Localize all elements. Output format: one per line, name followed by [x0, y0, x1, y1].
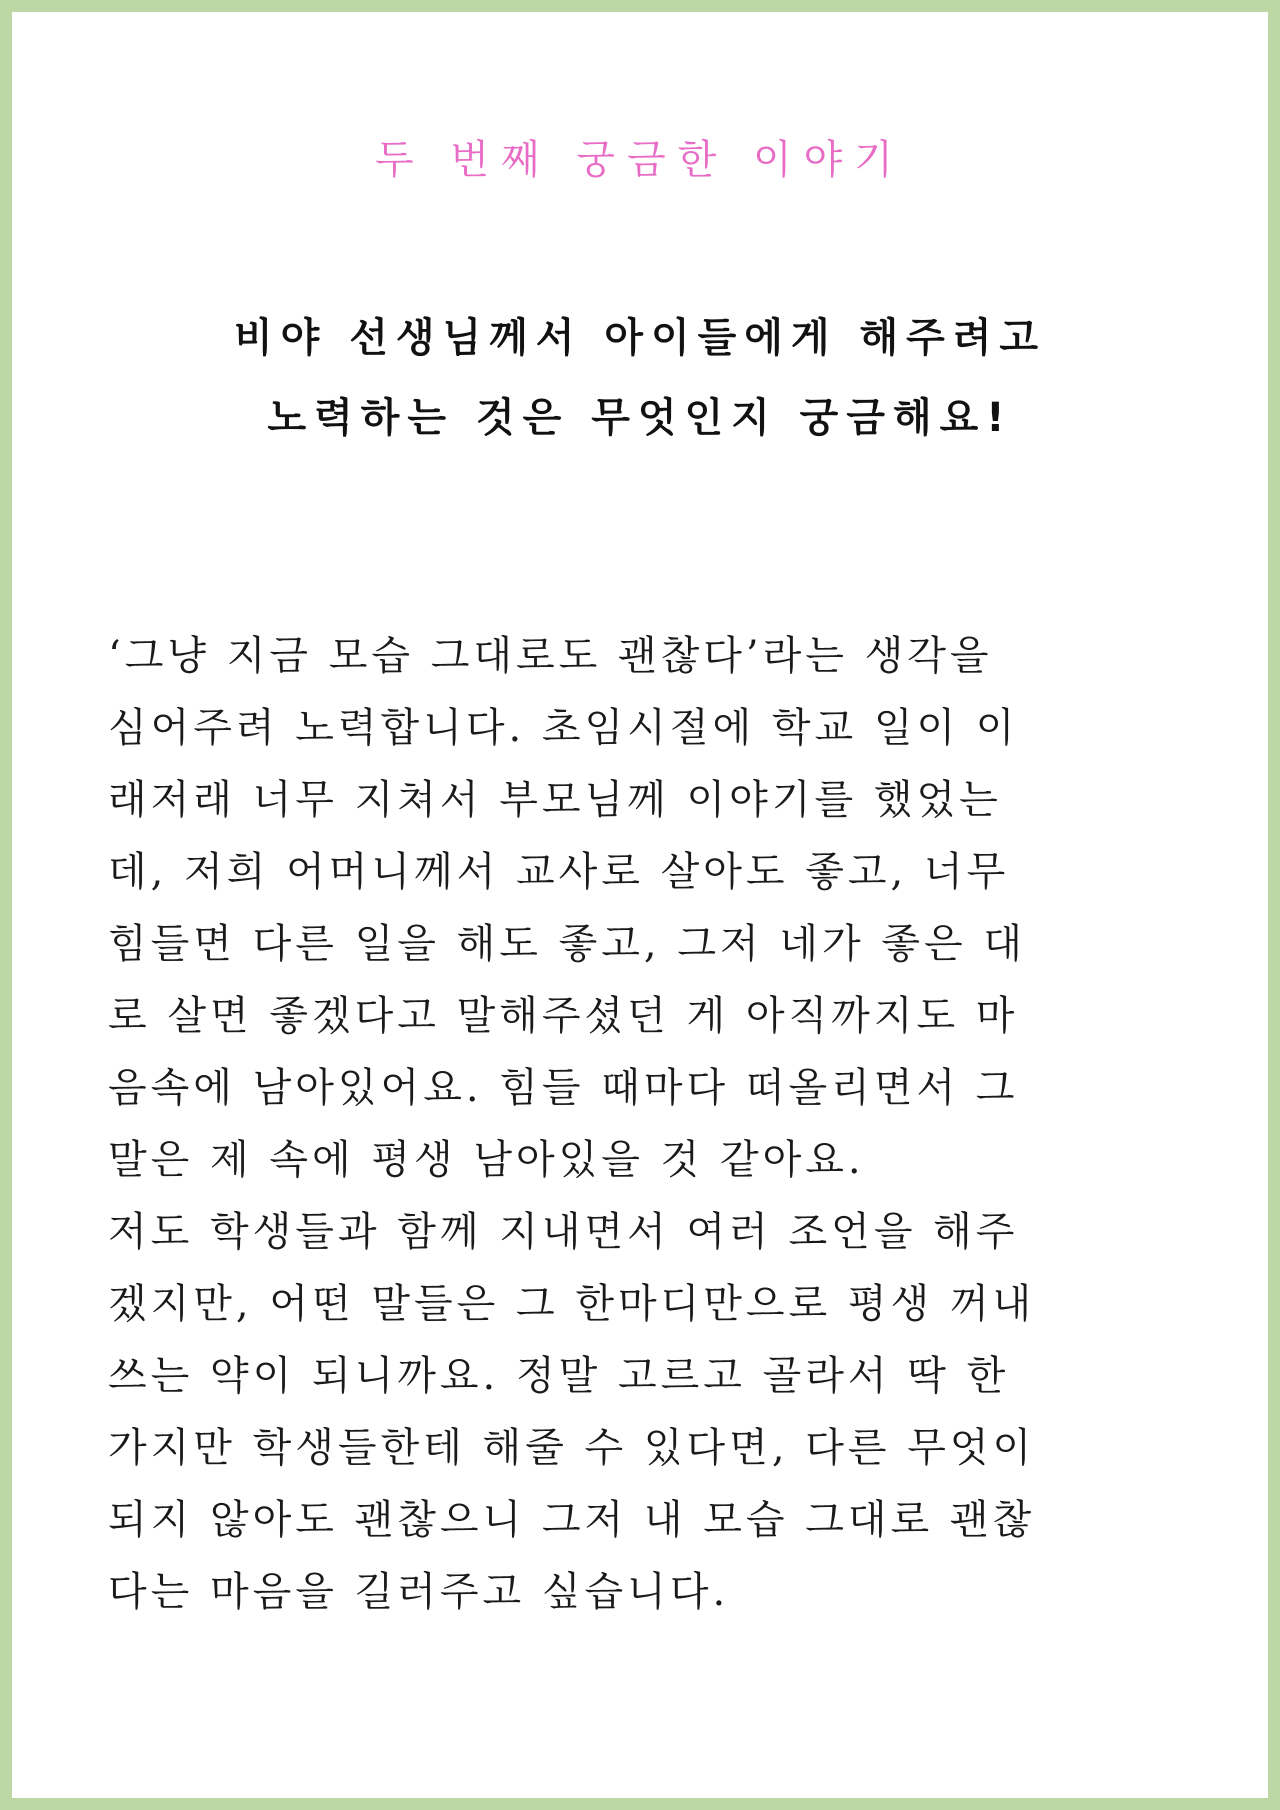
section-subtitle: 두 번째 궁금한 이야기 — [375, 137, 905, 183]
answer-line: 심어주려 노력합니다. 초임시절에 학교 일이 이 — [108, 705, 1019, 751]
question-line: 비야 선생님께서 아이들에게 해주려고 — [233, 315, 1047, 361]
answer-line: 데, 저희 어머니께서 교사로 살아도 좋고, 너무 — [108, 849, 1010, 895]
question-line: 노력하는 것은 무엇인지 궁금해요! — [267, 395, 1013, 441]
question-heading — [12, 298, 1268, 458]
answer-line: 래저래 너무 지쳐서 부모님께 이야기를 했었는 — [108, 777, 1002, 823]
answer-line: 쓰는 약이 되니까요. 정말 고르고 골라서 딱 한 — [108, 1353, 1010, 1399]
answer-line: 되지 않아도 괜찮으니 그저 내 모습 그대로 괜찮 — [108, 1497, 1036, 1543]
answer-line: 겠지만, 어떤 말들은 그 한마디만으로 평생 꺼내 — [108, 1281, 1036, 1327]
answer-line: ‘그냥 지금 모습 그대로도 괜찮다’라는 생각을 — [108, 633, 993, 679]
answer-line: 힘들면 다른 일을 해도 좋고, 그저 네가 좋은 대 — [108, 921, 1026, 967]
answer-line: 로 살면 좋겠다고 말해주셨던 게 아직까지도 마 — [108, 993, 1019, 1039]
answer-line: 저도 학생들과 함께 지내면서 여러 조언을 해주 — [108, 1209, 1019, 1255]
answer-line: 말은 제 속에 평생 남아있을 것 같아요. — [108, 1137, 865, 1183]
answer-line: 가지만 학생들한테 해줄 수 있다면, 다른 무엇이 — [108, 1425, 1036, 1471]
answer-line: 다는 마음을 길러주고 싶습니다. — [108, 1569, 730, 1615]
answer-body — [108, 620, 1198, 1628]
answer-line: 음속에 남아있어요. 힘들 때마다 떠올리면서 그 — [108, 1065, 1019, 1111]
